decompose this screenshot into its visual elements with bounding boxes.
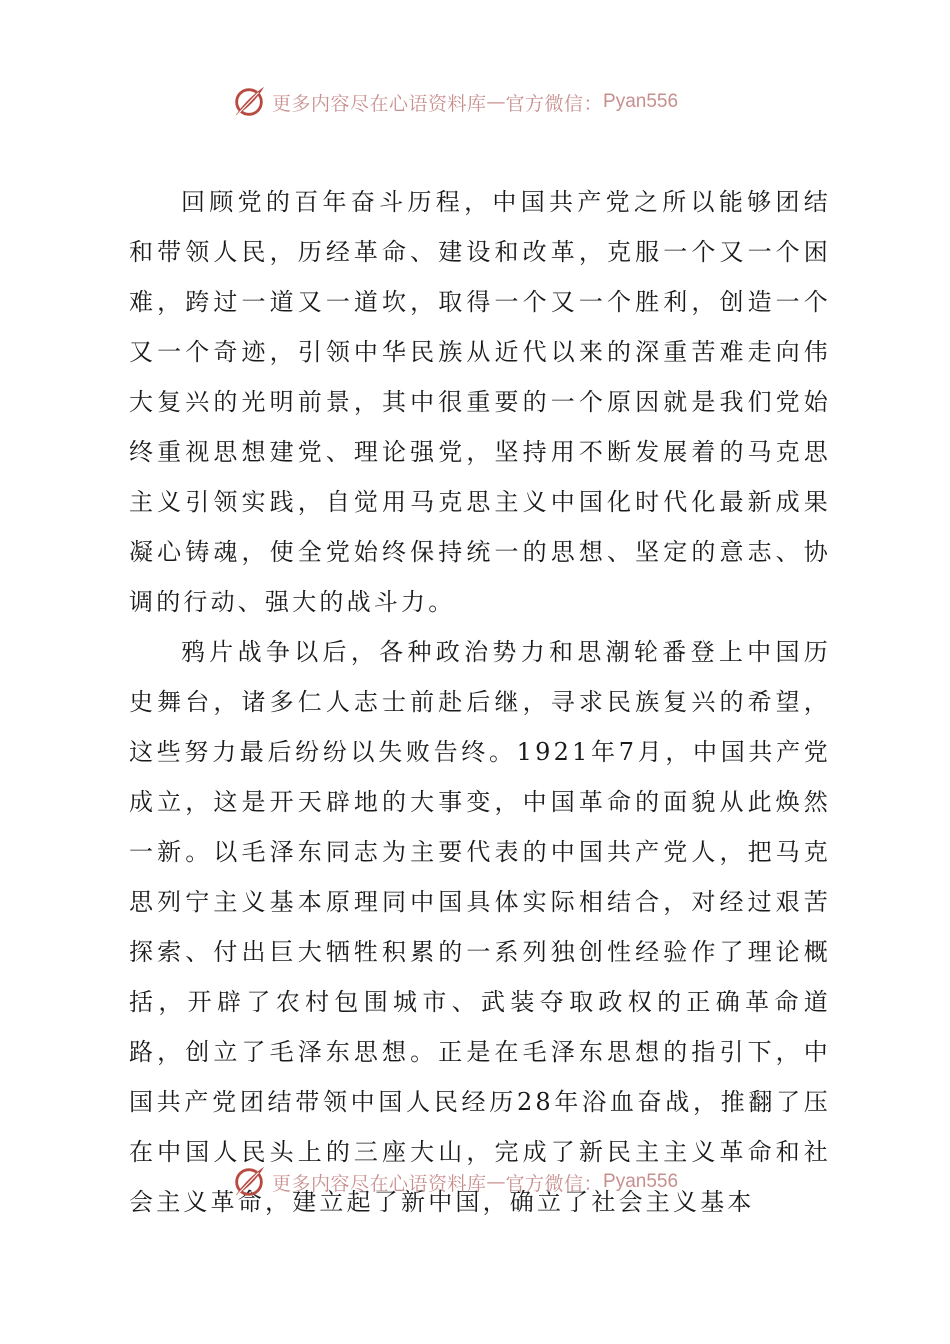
watermark-wechat-id: Pyan556 bbox=[603, 91, 679, 112]
header-watermark bbox=[230, 82, 678, 122]
watermark-wechat-label: 官方微信： bbox=[505, 1172, 604, 1195]
watermark-wechat-id: Pyan556 bbox=[603, 1171, 679, 1192]
watermark-text: 更多内容尽在心语资料库 bbox=[272, 1172, 487, 1195]
paragraph-2: 鸦片战争以后，各种政治势力和思潮轮番登上中国历史舞台，诸多仁人志士前赴后继，寻求民族复兴的希望，这些努力最后纷纷以失败告终。1921年7月，中国共产党成立，这是开天辟地的大事变，中国革命的面貌从此焕然一新。以毛泽东同志为主要代表的中国共产党人，把马克思列宁主义基本原理同中国具体实际相结合，对经过艰苦探索、付出巨大牺牲积累的一系列独创性经验作了理论概括，开辟了农村包围城市、武装夺取政权的正确革命道路，创立了毛泽东思想。正是在毛泽东思想的指引下，中国共产党团结带领中国人民经历28年浴血奋战，推翻了压在中国人民头上的三座大山，完成了新民主主义革命和社会主义革命，建立起了新中国，确立了社会主义基本 bbox=[129, 638, 831, 1216]
watermark-separator: — bbox=[486, 1171, 506, 1193]
article-body bbox=[129, 177, 831, 1227]
watermark-separator: — bbox=[486, 91, 506, 113]
paragraph-1: 回顾党的百年奋斗历程，中国共产党之所以能够团结和带领人民，历经革命、建设和改革，克服一个又一个困难，跨过一道又一道坎，取得一个又一个胜利，创造一个又一个奇迹，引领中华民族从近代以来的深重苦难走向伟大复兴的光明前景，其中很重要的一个原因就是我们党始终重视思想建党、理论强党，坚持用不断发展着的马克思主义引领实践，自觉用马克思主义中国化时代化最新成果凝心铸魂，使全党始终保持统一的思想、坚定的意志、协调的行动、强大的战斗力。 bbox=[129, 188, 831, 616]
watermark-text: 更多内容尽在心语资料库 bbox=[272, 92, 487, 115]
quill-logo-icon bbox=[230, 83, 268, 121]
quill-logo-icon bbox=[230, 1163, 268, 1201]
footer-watermark bbox=[230, 1162, 678, 1202]
watermark-wechat-label: 官方微信： bbox=[505, 92, 604, 115]
